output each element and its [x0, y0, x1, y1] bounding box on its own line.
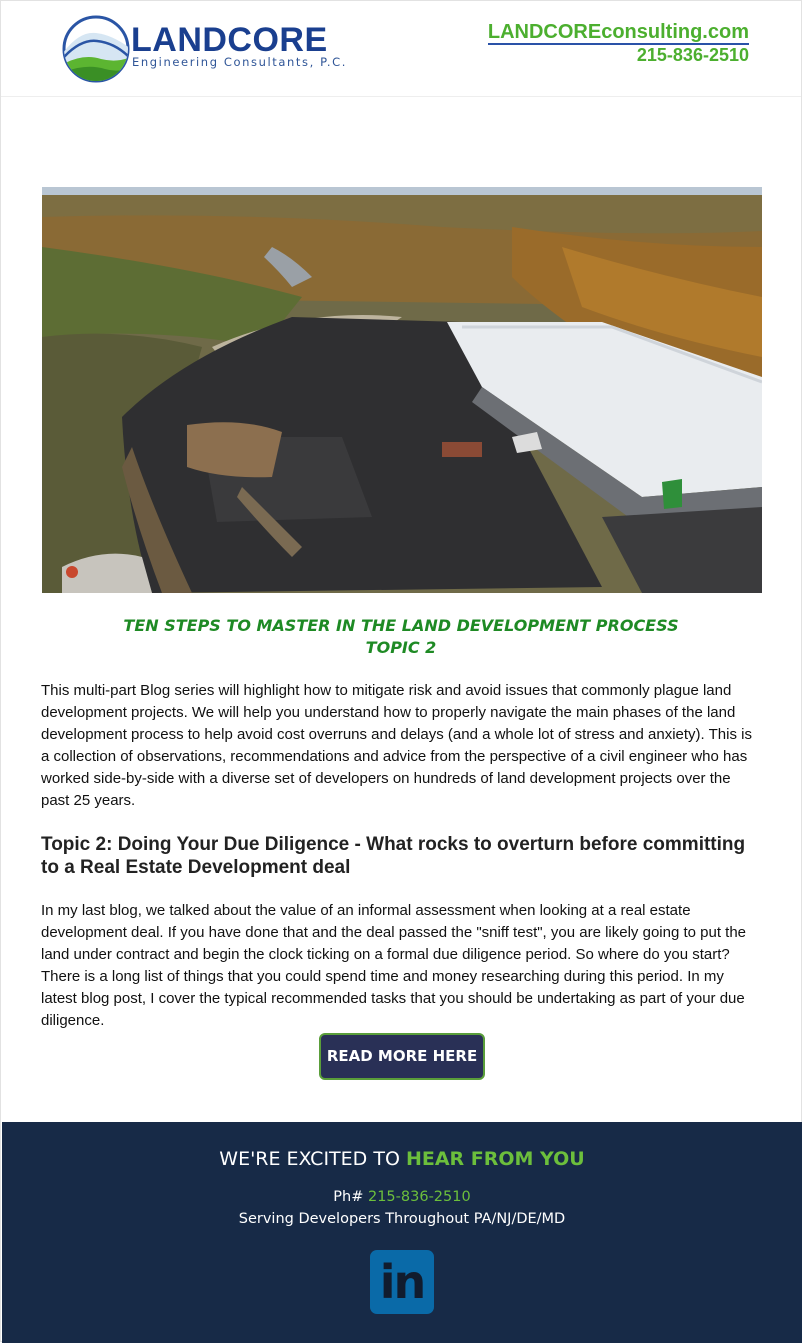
linkedin-icon-label: in	[379, 1255, 425, 1309]
article-body: In my last blog, we talked about the value of an informal assessment when looking at a real estate development deal. If you have done that and the deal passed the "sniff test", you are likely going to put the land under contract and begin the clock ticking on a formal due diligence period. So where do you start? There is a long list of things that you could spend time and money researching during this period. In my latest blog post, I cover the typical recommended tasks that you should be undertaking as part of your due diligence.	[41, 902, 747, 1029]
header	[1, 1, 801, 97]
footer-title-prefix: WE'RE EXCITED TO	[219, 1148, 406, 1170]
footer-phone	[2, 1187, 802, 1207]
series-title-line2: TOPIC 2	[365, 638, 437, 657]
footer-title	[2, 1147, 802, 1171]
logo-tagline: Engineering Consultants, P.C.	[132, 55, 348, 69]
footer	[2, 1122, 802, 1343]
linkedin-icon[interactable]	[370, 1250, 434, 1314]
logo-wordmark: LANDCORE	[131, 21, 328, 59]
series-title	[41, 615, 761, 659]
landcore-hill-logo-icon	[61, 13, 131, 85]
series-title-line1: TEN STEPS TO MASTER IN THE LAND DEVELOPMENT PROCESS	[123, 616, 679, 635]
website-link[interactable]: LANDCOREconsulting.com	[487, 21, 749, 43]
landcore-logo[interactable]	[61, 13, 351, 85]
footer-service-area: Serving Developers Throughout PA/NJ/DE/MD	[238, 1211, 566, 1227]
header-phone-link[interactable]: 215-836-2510	[636, 45, 749, 65]
aerial-photo-illustration	[42, 187, 762, 593]
header-contact	[488, 21, 749, 65]
footer-phone-prefix: Ph#	[333, 1189, 368, 1205]
read-more-button[interactable]: READ MORE HERE	[319, 1033, 485, 1080]
hero-aerial-photo	[42, 187, 762, 593]
article-heading: Topic 2: Doing Your Due Diligence - What rocks to overturn before committing to a Real Estate Development deal	[41, 834, 746, 878]
intro-paragraph: This multi-part Blog series will highlight how to mitigate risk and avoid issues that commonly plague land development projects. We will help you understand how to properly navigate the main phases of the land development process to help avoid cost overruns and delays (and a whole lot of stress and anxiety). This is a collection of observations, recommendations and advice from the perspective of a civil engineer who has worked side-by-side with a diverse set of developers on hundreds of land development projects over the past 25 years.	[41, 682, 752, 809]
footer-title-highlight: HEAR FROM YOU	[405, 1148, 585, 1170]
footer-phone-link[interactable]: 215-836-2510	[367, 1189, 471, 1205]
